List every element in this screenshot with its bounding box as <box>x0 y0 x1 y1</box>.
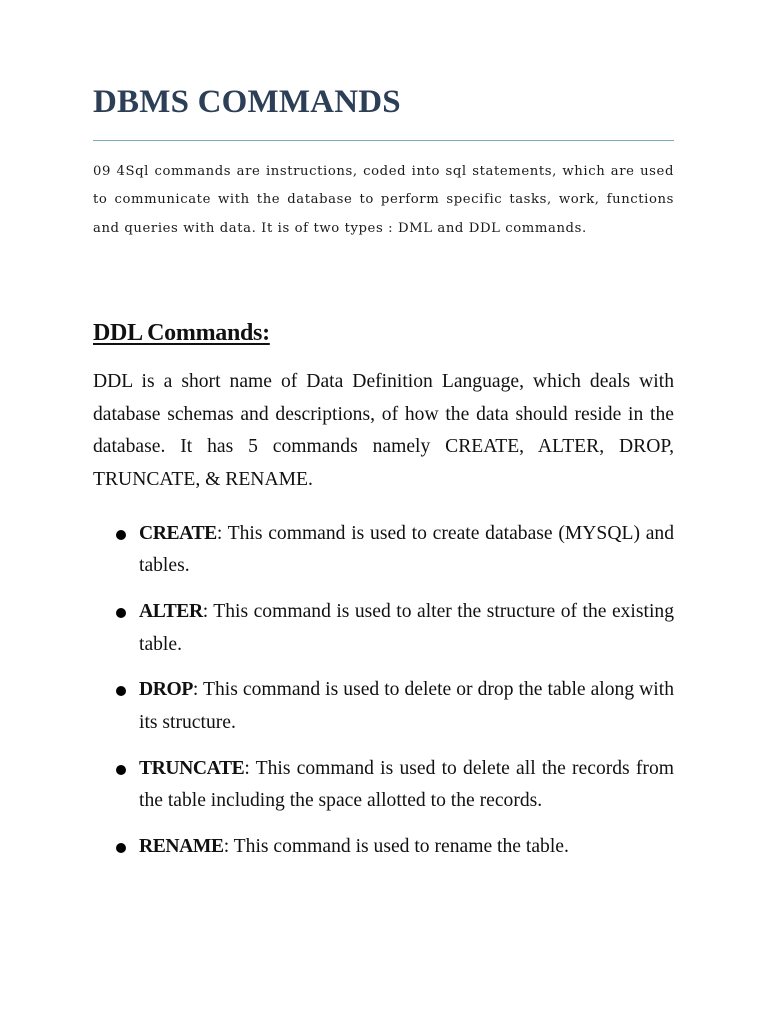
command-description: : This command is used to alter the structure of the existing table. <box>139 601 674 655</box>
command-item-create <box>93 518 674 583</box>
bullet-icon <box>116 843 126 853</box>
bullet-icon <box>116 608 126 618</box>
command-name: ALTER <box>139 601 203 623</box>
intro-paragraph: 09 4Sql commands are instructions, coded into sql statements, which are used to communicate with the database to perform specific tasks, work, functions and queries with data. It is of two types : DML and DDL commands. <box>93 164 674 236</box>
page-title: DBMS COMMANDS <box>93 84 401 120</box>
command-description: : This command is used to delete or drop the table along with its structure. <box>139 679 674 733</box>
command-name: DROP <box>139 679 193 701</box>
bullet-icon <box>116 686 126 696</box>
ddl-heading: DDL Commands: <box>93 320 270 346</box>
command-name: CREATE <box>139 523 217 544</box>
ddl-description: DDL is a short name of Data Definition Language, which deals with database schemas and descriptions, of how the data should reside in the database. It has 5 commands namely CREATE, ALTER, DROP, TRUNCATE, & RENAME. <box>93 371 674 490</box>
command-item-alter <box>93 596 674 661</box>
command-item-truncate <box>93 753 674 818</box>
command-description: : This command is used to create database (MYSQL) and tables. <box>139 523 674 577</box>
ddl-command-list <box>93 518 674 877</box>
command-description: : This command is used to delete all the records from the table including the space allotted to the records. <box>139 757 674 812</box>
bullet-icon <box>116 530 126 540</box>
command-item-drop <box>93 674 674 739</box>
title-divider <box>93 140 674 141</box>
command-name: RENAME <box>139 835 224 857</box>
command-item-rename <box>93 831 674 863</box>
command-description: : This command is used to rename the table. <box>223 835 569 857</box>
bullet-icon <box>116 765 126 775</box>
command-name: TRUNCATE <box>139 757 245 779</box>
